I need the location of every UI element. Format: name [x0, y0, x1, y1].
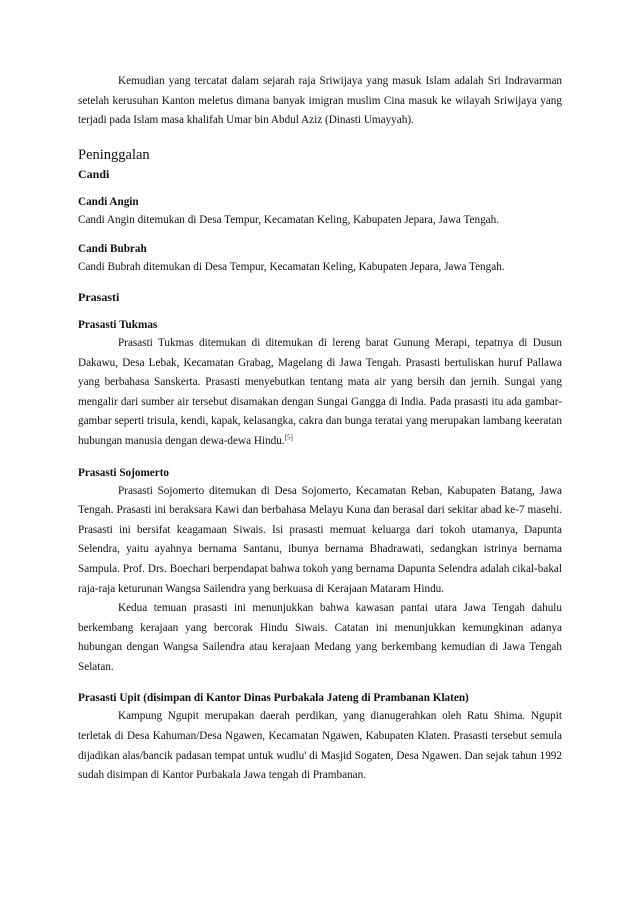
prasasti-tukmas-paragraph: [78, 334, 562, 452]
subheading-prasasti-upit: Prasasti Upit (disimpan di Kantor Dinas Purbakala Jateng di Prambanan Klaten): [78, 692, 469, 705]
section-heading-peninggalan: Peninggalan: [78, 146, 150, 163]
category-heading-candi: Candi: [78, 166, 110, 181]
category-heading-prasasti: Prasasti: [78, 289, 120, 304]
subheading-prasasti-tukmas: Prasasti Tukmas: [78, 318, 158, 331]
prasasti-sojomerto-paragraph-1: Prasasti Sojomerto ditemukan di Desa Sojomerto, Kecamatan Reban, Kabupaten Batang, Jawa Tengah. Prasasti ini beraksara Kawi dan berbahasa Melayu Kuna dan berasal dari sekitar abad ke-7 masehi. Prasasti ini bersifat keagamaan Siwais. Isi prasasti memuat keluarga dari tokoh utamanya, Dapunta Selendra, yaitu ayahnya bernama Santanu, ibunya bernama Bhadrawati, sedangkan istrinya bernama Sampula. Prof. Drs. Boechari berpendapat bahwa tokoh yang bernama Dapunta Selendra adalah cikal-bakal raja-raja keturunan Wangsa Sailendra yang berkuasa di Kerajaan Mataram Hindu.: [78, 484, 562, 595]
prasasti-upit-paragraph: Kampung Ngupit merupakan daerah perdikan, yang dianugerahkan oleh Ratu Shima. Ngupit terletak di Desa Kahuman/Desa Ngawen, Kecamatan Ngawen, Kabupaten Klaten. Prasasti tersebut semula dijadikan alas/bancik padasan tempat untuk wudlu' di Masjid Sogaten, Desa Ngawen. Dan sejak tahun 1992 sudah disimpan di Kantor Purbakala Jawa tengah di Prambanan.: [78, 710, 562, 782]
subheading-candi-angin: Candi Angin: [78, 195, 139, 208]
subheading-candi-bubrah: Candi Bubrah: [78, 243, 147, 256]
document-page: [78, 72, 562, 786]
candi-bubrah-text: Candi Bubrah ditemukan di Desa Tempur, Kecamatan Keling, Kabupaten Jepara, Jawa Tengah.: [78, 261, 505, 274]
intro-paragraph: Kemudian yang tercatat dalam sejarah raja Sriwijaya yang masuk Islam adalah Sri Indravarman setelah kerusuhan Kanton meletus dimana banyak imigran muslim Cina masuk ke wilayah Sriwijaya yang terjadi pada Islam masa khalifah Umar bin Abdul Aziz (Dinasti Umayyah).: [78, 75, 562, 127]
prasasti-tukmas-text: Prasasti Tukmas ditemukan di ditemukan di lereng barat Gunung Merapi, tepatnya di Dusun Dakawu, Desa Lebak, Kecamatan Grabag, Magelang di Jawa Tengah. Prasasti bertuliskan huruf Pallawa yang berbahasa Sanskerta. Prasasti menyebutkan tentang mata air yang bersih dan jernih. Sungai yang mengalir dari sumber air tersebut disamakan dengan Sungai Gangga di India. Pada prasasti itu ada gambar-gambar seperti trisula, kendi, kapak, kelasangka, cakra dan bunga teratai yang merupakan lambang keeratan hubungan manusia dengan dewa-dewa Hindu.: [78, 336, 562, 447]
subheading-prasasti-sojomerto: Prasasti Sojomerto: [78, 466, 170, 479]
prasasti-sojomerto-paragraph-2: Kedua temuan prasasti ini menunjukkan bahwa kawasan pantai utara Jawa Tengah dahulu berkembang kerajaan yang bercorak Hindu Siwais. Catatan ini menunjukkan kemungkinan adanya hubungan dengan Wangsa Sailendra atau kerajaan Medang yang berkembang kemudian di Jawa Tengah Selatan.: [78, 602, 562, 673]
footnote-ref[interactable]: [5]: [284, 433, 293, 442]
candi-angin-text: Candi Angin ditemukan di Desa Tempur, Kecamatan Keling, Kabupaten Jepara, Jawa Tengah.: [78, 213, 500, 226]
